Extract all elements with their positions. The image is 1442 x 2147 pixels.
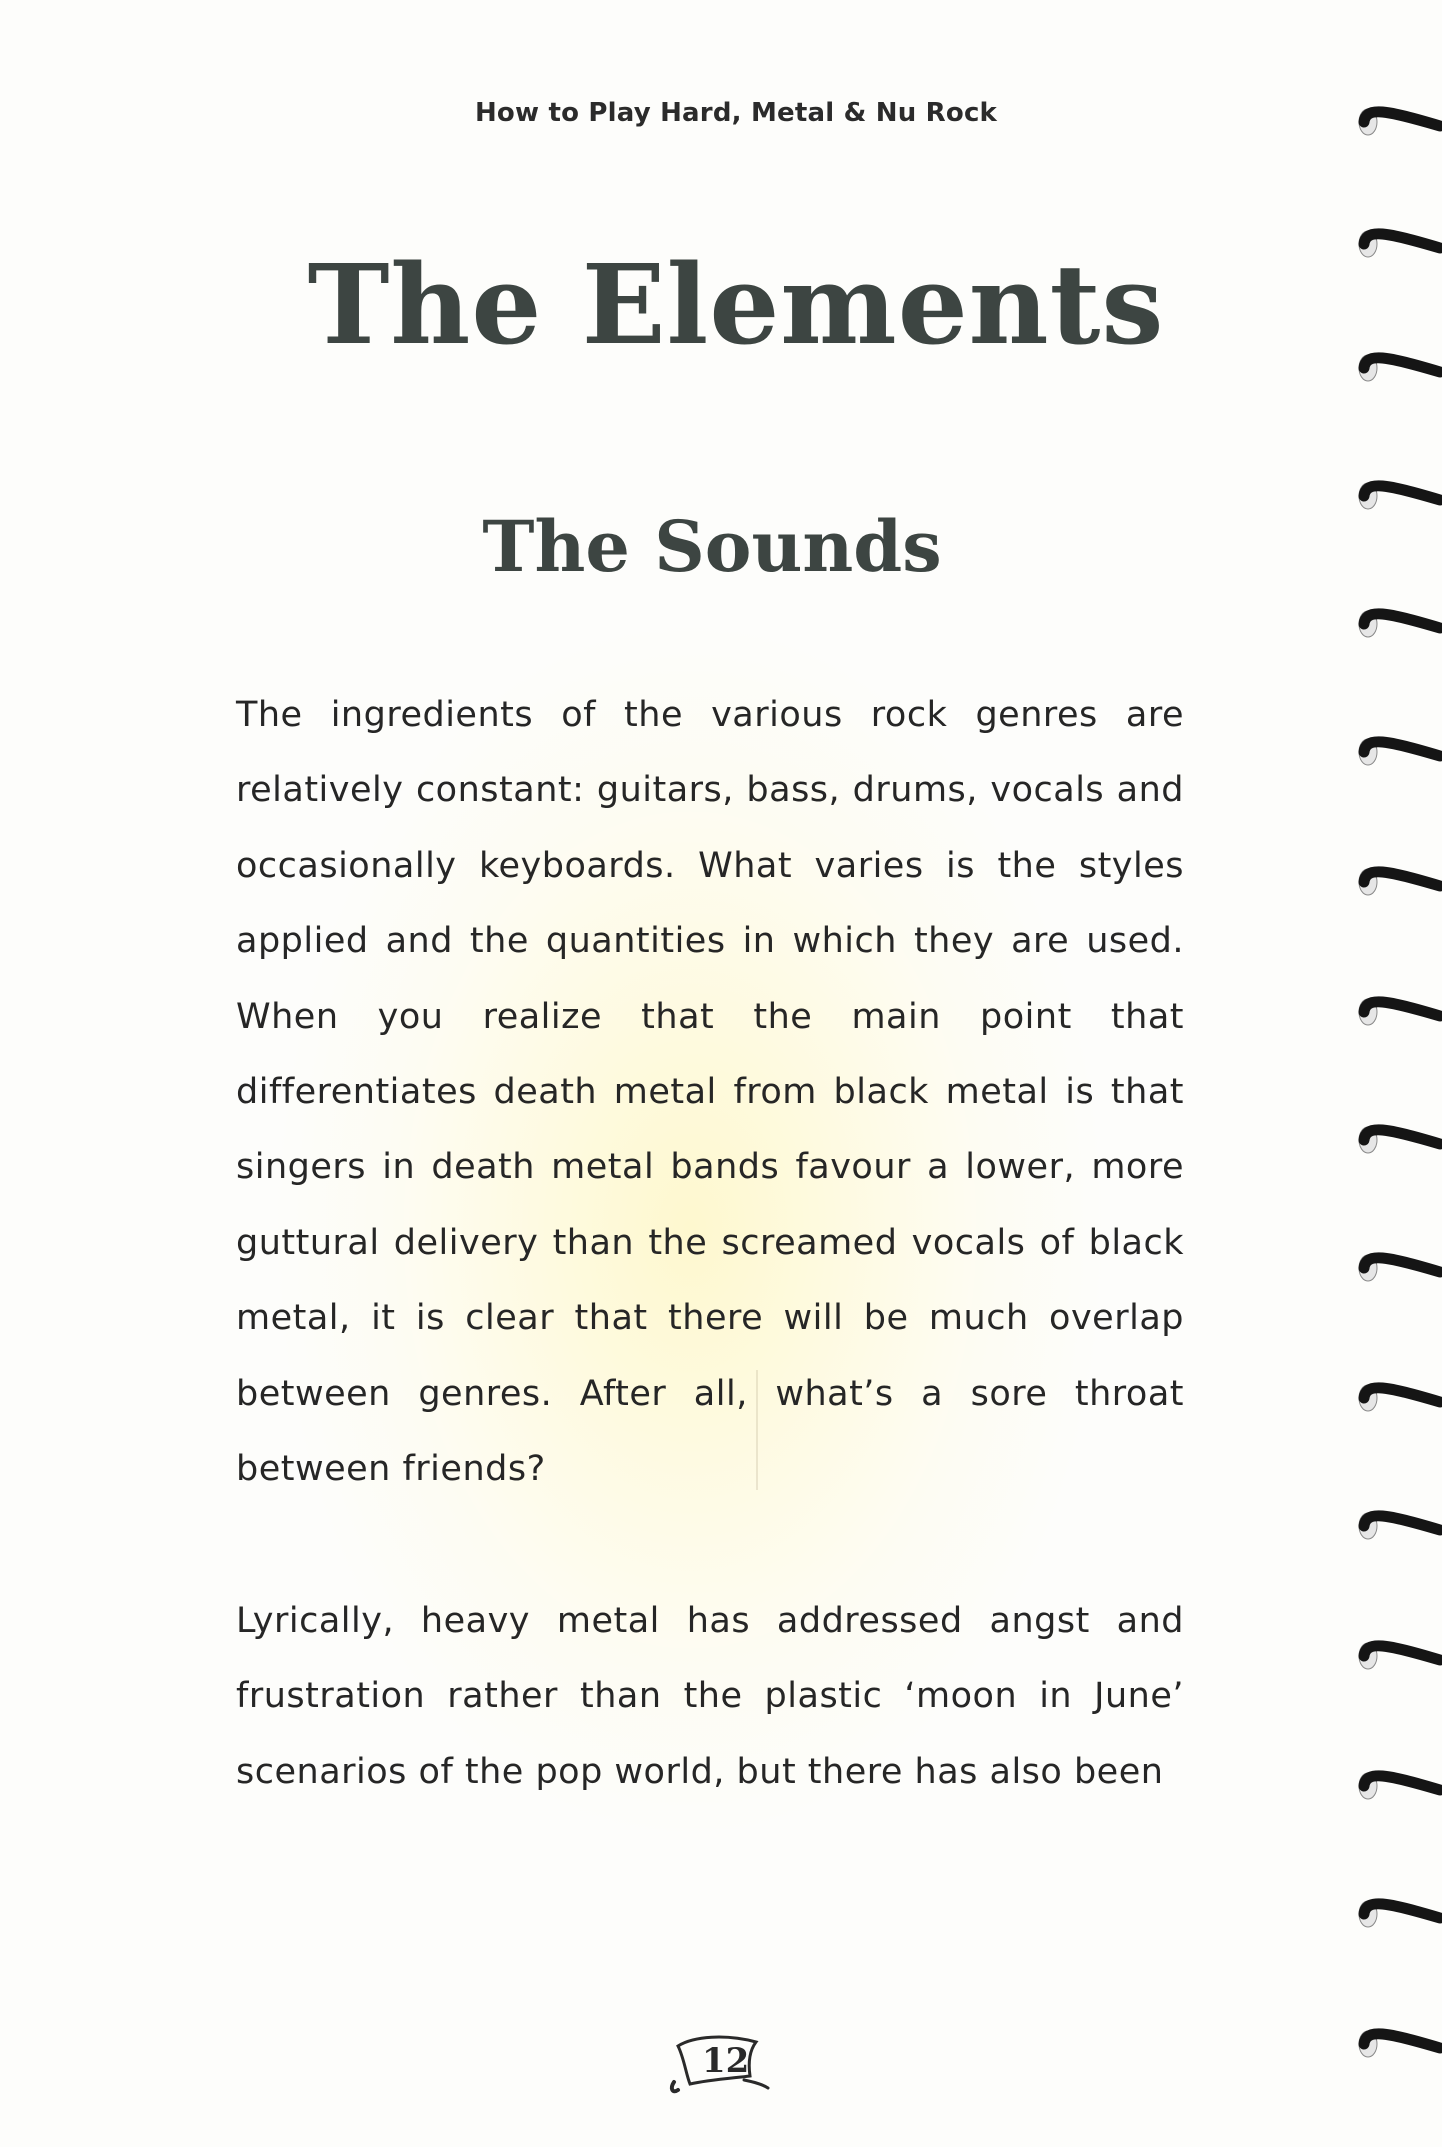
- spiral-binding-coil-icon: [1356, 2014, 1442, 2078]
- body-paragraph-1: The ingredients of the various rock genres are relatively constant: guitars, bass, drums, vocals and occasionally keyboards. What varies is the styles applied and the quantities in which they are used. When you realize that the main point that differentiates death metal from black metal is that singers in death metal bands favour a lower, more guttural delivery than the screamed vocals of black metal, it is clear that there will be much overlap between genres. After all, what’s a sore throat between friends?: [236, 695, 1184, 1490]
- body-paragraph-2: Lyrically, heavy metal has addressed angst and frustration rather than the plastic ‘moon in June’ scenarios of the pop world, but there has also been: [236, 1601, 1184, 1792]
- page-crease: [756, 1370, 758, 1490]
- page-number-badge: [664, 2028, 774, 2098]
- spiral-binding-coil-icon: [1356, 1496, 1442, 1560]
- spiral-binding-coil-icon: [1356, 982, 1442, 1046]
- spiral-binding-coil-icon: [1356, 214, 1442, 278]
- spiral-binding-coil-icon: [1356, 1884, 1442, 1948]
- spiral-binding-coil-icon: [1356, 852, 1442, 916]
- spiral-binding-coil-icon: [1356, 722, 1442, 786]
- section-title: The Sounds: [482, 505, 942, 588]
- spiral-binding-coil-icon: [1356, 1626, 1442, 1690]
- spiral-binding-coil-icon: [1356, 594, 1442, 658]
- page-number: 12: [702, 2041, 750, 2081]
- spiral-binding-coil-icon: [1356, 466, 1442, 530]
- spiral-binding-coil-icon: [1356, 338, 1442, 402]
- spiral-binding-coil-icon: [1356, 1756, 1442, 1820]
- spiral-binding-coil-icon: [1356, 1368, 1442, 1432]
- running-head: How to Play Hard, Metal & Nu Rock: [474, 98, 998, 128]
- chapter-title: The Elements: [307, 240, 1165, 369]
- spiral-binding-coil-icon: [1356, 92, 1442, 156]
- spiral-binding-coil-icon: [1356, 1110, 1442, 1174]
- guitar-pick-ornament-icon: [664, 2028, 774, 2098]
- spiral-binding-coil-icon: [1356, 1238, 1442, 1302]
- spiral-binding: [1352, 0, 1442, 2147]
